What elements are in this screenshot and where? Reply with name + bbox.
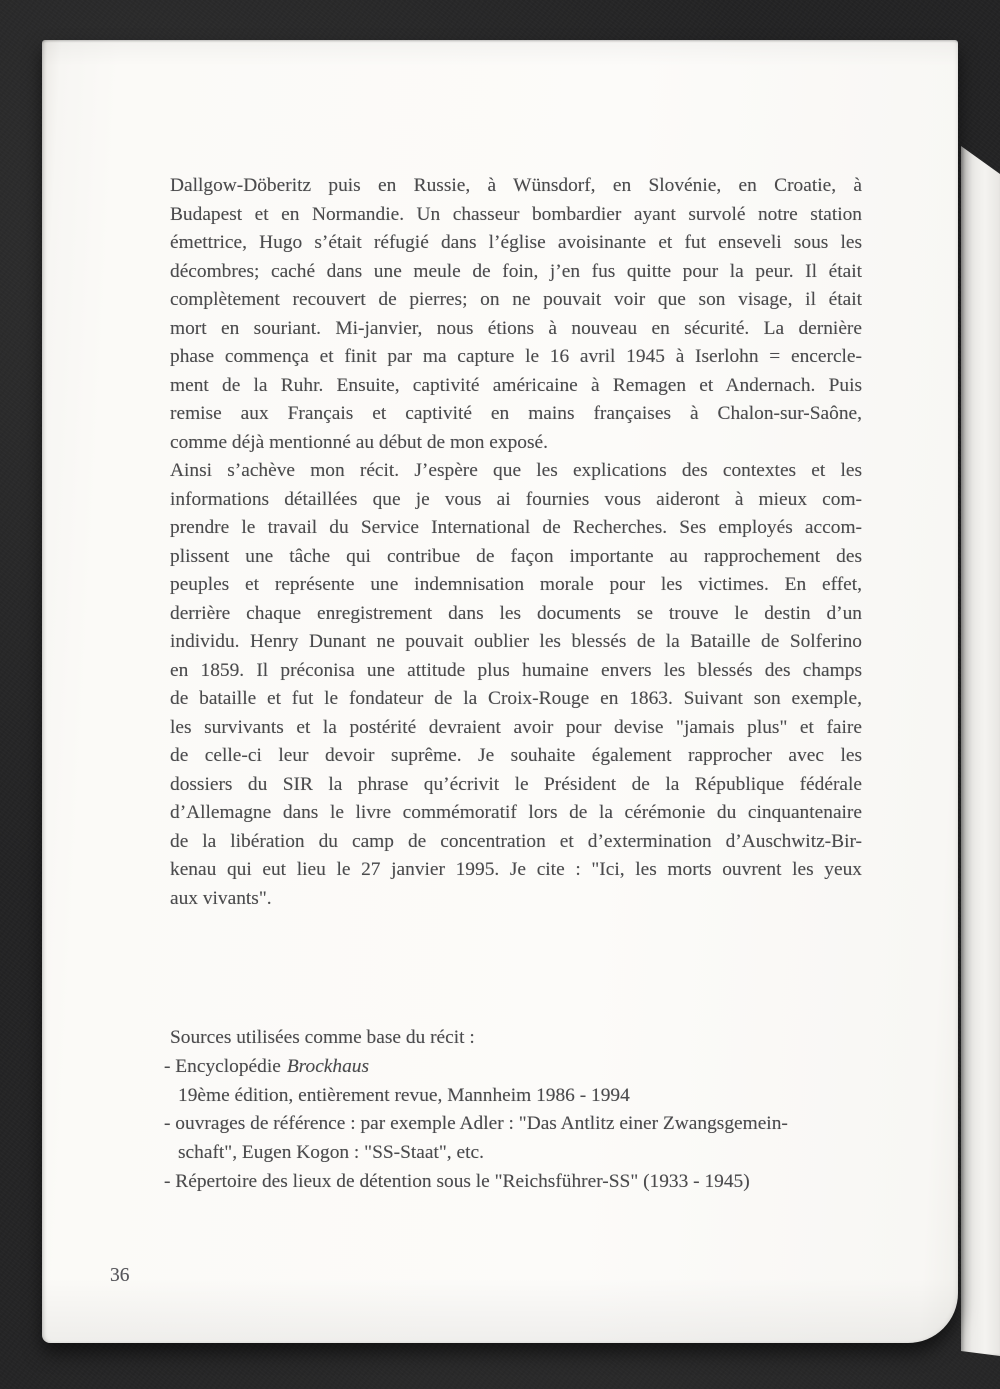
source-item-reference-cont: schaft", Eugen Kogon : "SS-Staat", etc.: [178, 1142, 484, 1164]
text-line: ment de la Ruhr. Ensuite, captivité américaine à Remagen et Andernach. Puis: [170, 374, 862, 396]
sources-section: [164, 1024, 880, 1197]
paragraph-conclusion: [170, 457, 862, 913]
text-line: Dallgow-Döberitz puis en Russie, à Wünsdorf, en Slovénie, en Croatie, à: [170, 175, 862, 196]
source-item-encyclopedia: [164, 1053, 880, 1082]
next-page-edge: [961, 146, 1000, 1356]
text-line: kenau qui eut lieu le 27 janvier 1995. Je cite : "Ici, les morts ouvrent les yeux: [170, 859, 862, 880]
text-line: individu. Henry Dunant ne pouvait oublier les blessés de la Bataille de Solferino: [170, 631, 862, 652]
text-line: mort en souriant. Mi-janvier, nous étions à nouveau en sécurité. La dernière: [170, 317, 862, 339]
text-line: remise aux Français et captivité en mains françaises à Chalon-sur-Saône,: [170, 403, 862, 424]
source-item-reference: - ouvrages de référence : par exemple Adler : "Das Antlitz einer Zwangsgemein-: [164, 1113, 788, 1135]
text-line: d’Allemagne dans le livre commémoratif lors de la cérémonie du cinquantenaire: [170, 802, 862, 823]
text-line: Budapest et en Normandie. Un chasseur bombardier ayant survolé notre station: [170, 203, 862, 225]
text-line: en 1859. Il préconisa une attitude plus humaine envers les blessés des champs: [170, 659, 862, 681]
source-item-repertoire: - Répertoire des lieux de détention sous le "Reichsführer-SS" (1933 - 1945): [164, 1170, 750, 1192]
text-line: peuples et représente une indemnisation morale pour les victimes. En effet,: [170, 574, 862, 595]
text-line: décombres; caché dans une meule de foin, j’en fus quitte pour la peur. Il était: [170, 260, 862, 282]
text-line: les survivants et la postérité devraient avoir pour devise "jamais plus" et faire: [170, 716, 862, 738]
body-text: [170, 172, 862, 913]
paragraph-war-account: [170, 172, 862, 457]
text-line: de bataille et fut le fondateur de la Croix-Rouge en 1863. Suivant son exemple,: [170, 688, 862, 709]
text-line: derrière chaque enregistrement dans les documents se trouve le destin d’un: [170, 602, 862, 624]
text-line: informations détaillées que je vous ai fournies vous aideront à mieux com-: [170, 488, 862, 510]
text-line: complètement recouvert de pierres; on ne pouvait voir que son visage, il était: [170, 289, 862, 310]
text-line: plissent une tâche qui contribue de façon importante au rapprochement des: [170, 545, 862, 567]
text-line: phase commença et finit par ma capture le 16 avril 1945 à Iserlohn = encercle-: [170, 346, 862, 367]
source-item-edition: 19ème édition, entièrement revue, Mannheim 1986 - 1994: [178, 1084, 630, 1106]
source-text: - Encyclopédie: [164, 1055, 281, 1077]
book-title: Brockhaus: [286, 1055, 370, 1077]
text-line: de celle-ci leur devoir suprême. Je souhaite également rapprocher avec les: [170, 745, 862, 766]
text-line: comme déjà mentionné au début de mon exposé.: [170, 431, 549, 453]
book-page: [42, 40, 958, 1343]
page-number: 36: [110, 1265, 130, 1286]
text-line: Ainsi s’achève mon récit. J’espère que les explications des contextes et les: [170, 460, 862, 481]
sources-heading: Sources utilisées comme base du récit :: [170, 1027, 475, 1048]
text-line: prendre le travail du Service International de Recherches. Ses employés accom-: [170, 517, 862, 538]
text-line: aux vivants".: [170, 887, 272, 909]
text-line: émettrice, Hugo s’était réfugié dans l’église avoisinante et fut enseveli sous les: [170, 232, 862, 253]
text-line: de la libération du camp de concentration et d’extermination d’Auschwitz-Bir-: [170, 830, 862, 852]
text-line: dossiers du SIR la phrase qu’écrivit le Président de la République fédérale: [170, 773, 862, 795]
